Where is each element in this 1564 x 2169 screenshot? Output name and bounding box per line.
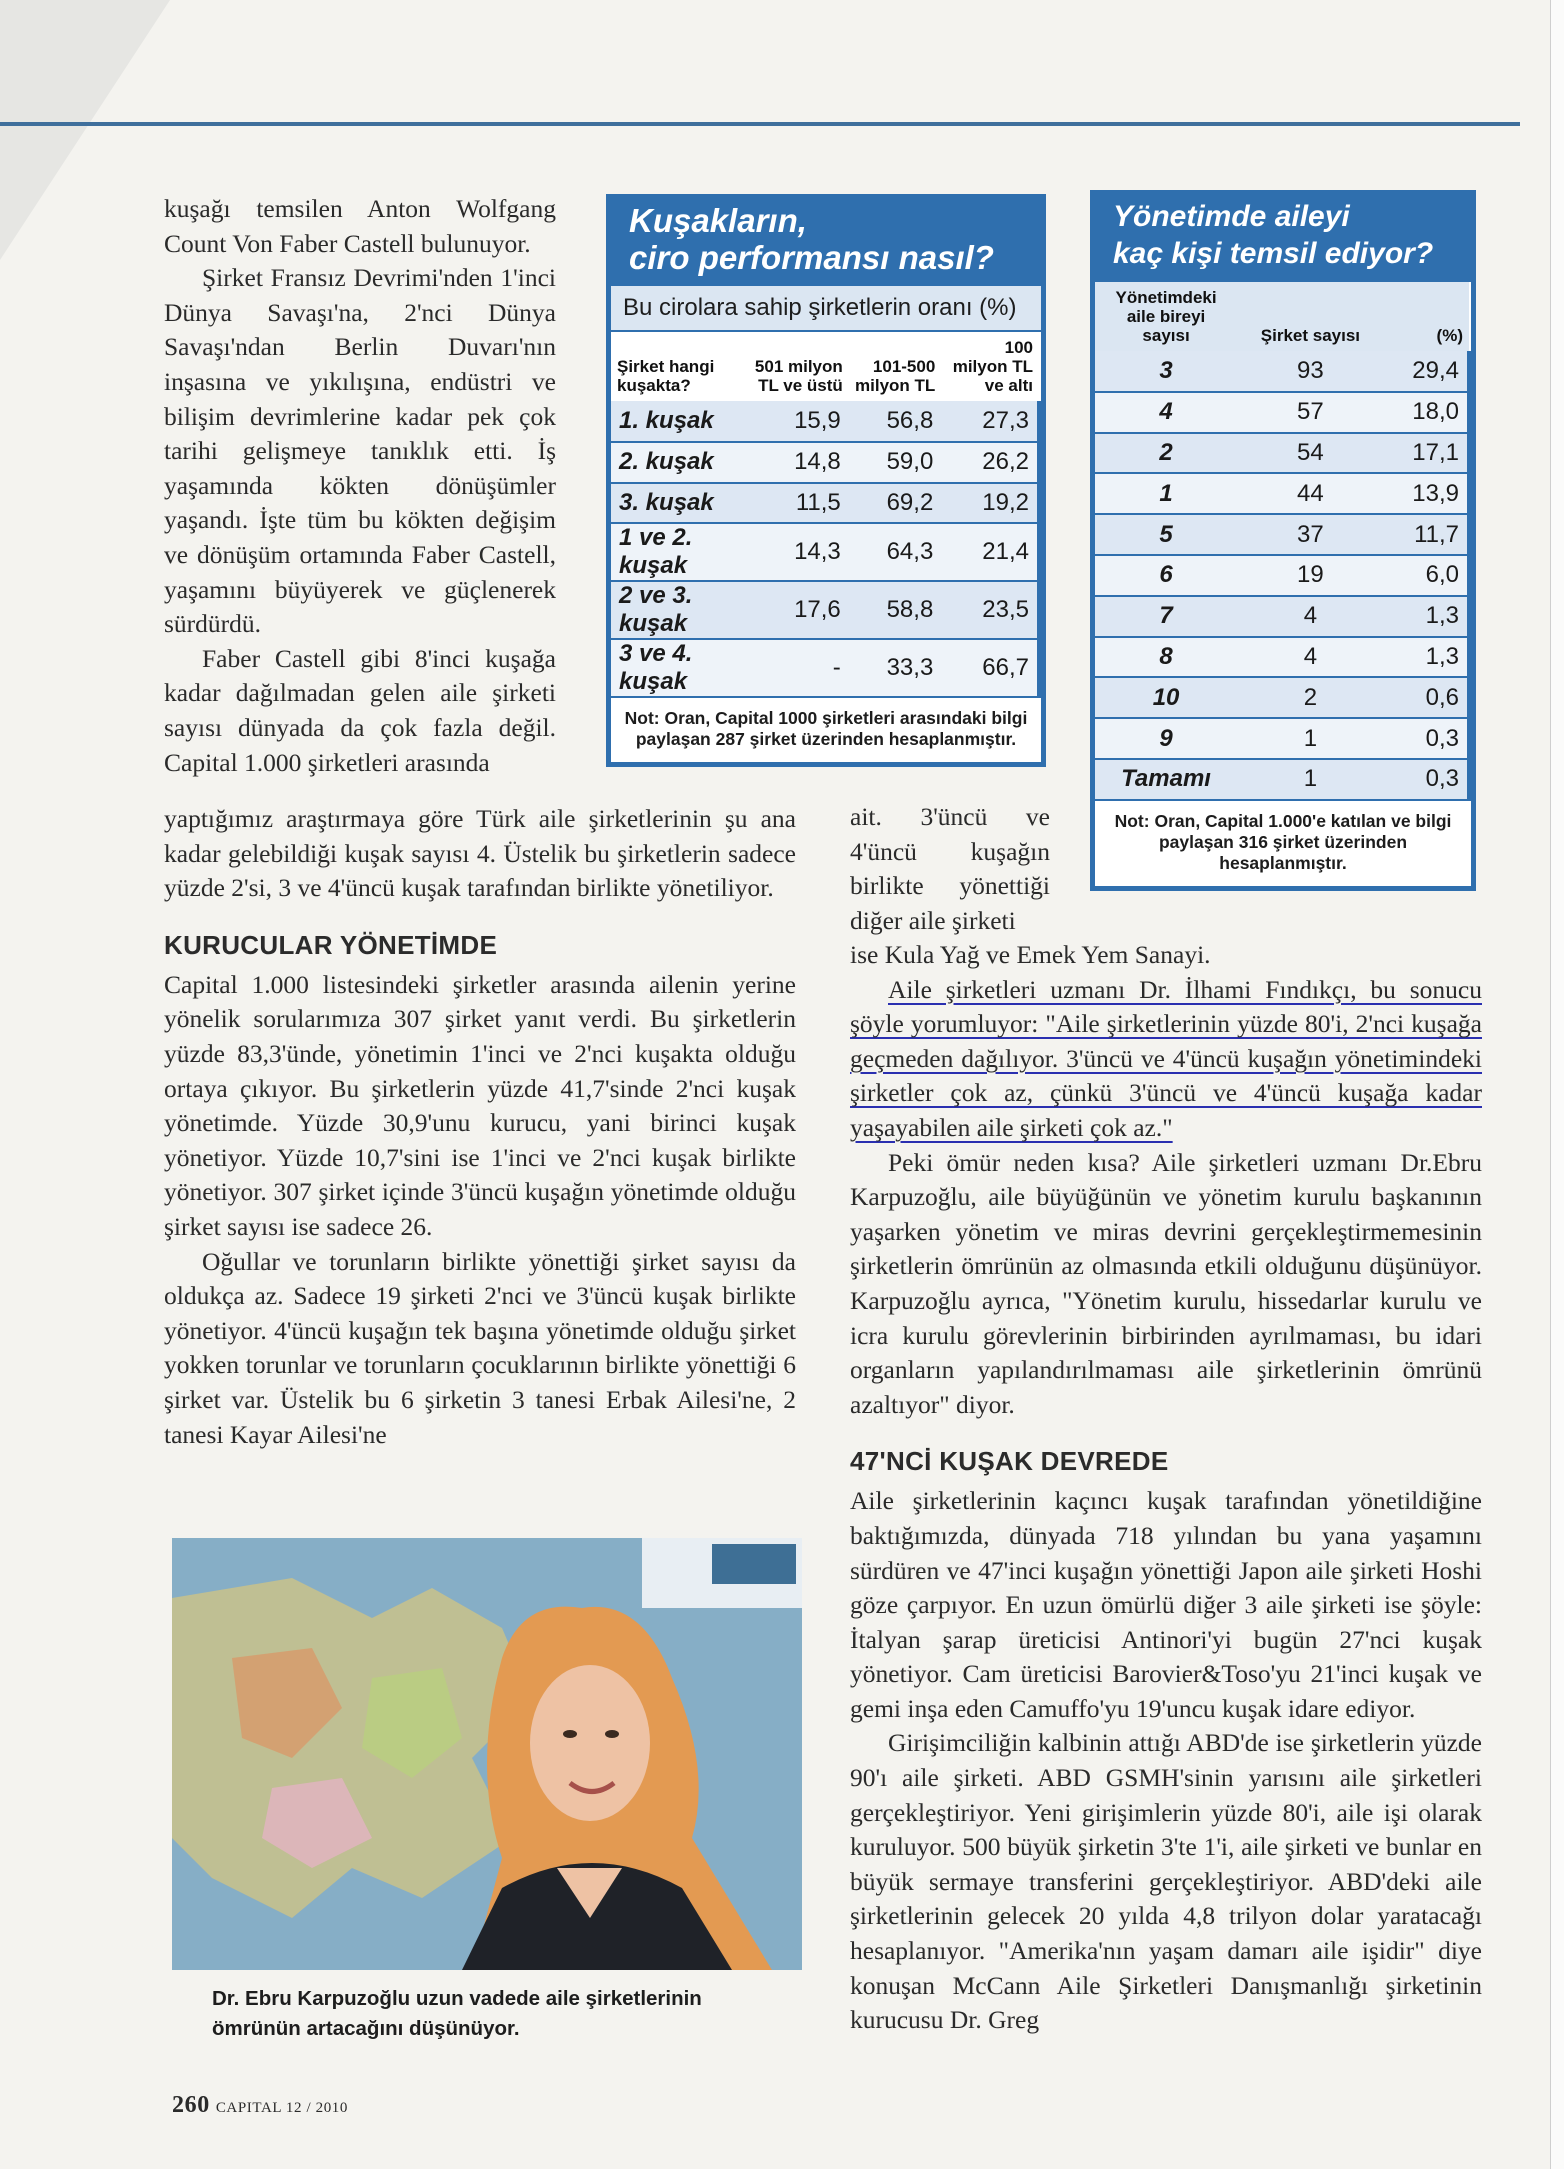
- table1-cell: 26,2: [941, 442, 1039, 483]
- table2-grid: [1095, 282, 1471, 801]
- table1-cell: 11,5: [748, 483, 849, 524]
- table1-row: [611, 639, 1039, 697]
- left-column-top: [164, 192, 556, 780]
- table2-cell: 13,9: [1384, 473, 1469, 514]
- table1-cell: 69,2: [849, 483, 942, 524]
- table2-cell: 0,3: [1384, 718, 1469, 759]
- left-column-main: [164, 802, 796, 1452]
- right-paragraph-4: Aile şirketlerinin kaçıncı kuşak tarafından yönetildiğine baktığımızda, dünyada 718 yılından bu yana yaşamını sürdüren ve 47'inci kuşağın yönettiği Japon aile şirketi Hoshi göze çarpıyor. En uzun ömürlü diğer 3 aile şirketi ise şöyle: İtalyan şarap üreticisi Antinori'yi bugün 27'nci kuşak yönetiyor. Cam üreticisi Barovier&Toso'yu 21'inci kuşak ve gemi inşa eden Camuffo'yu 19'uncu kuşak idare ediyor.: [850, 1486, 1482, 1723]
- table1-header-generation: Şirket hangi kuşakta?: [617, 357, 715, 395]
- table2-cell: 17,1: [1384, 433, 1469, 474]
- table-ciro-performance: [606, 194, 1046, 767]
- right-paragraph-5: Girişimciliğin kalbinin attığı ABD'de ise şirketlerin yüzde 90'ı aile şirketi. ABD GSMH'sinin yarısını aile şirketleri gerçekleştiriyor. Yeni girişimlerin yüzde 80'i, aile işi olarak kuruluyor. 500 büyük şirketin 3'te 1'i, aile şirketi ve bunlar en büyük sermaye transferini gerçekleştiriyor. ABD'deki aile şirketlerinin gelecek 20 yılda 4,8 trilyon dolar yaratacağı hesaplanıyor. "Amerika'nın yaşam damarı aile işidir" diye konuşan McCann Aile Şirketleri Danışmanlığı şirketinin kurucusu Dr. Greg: [850, 1728, 1482, 2035]
- table2-cell: 0,6: [1384, 677, 1469, 718]
- portrait-illustration: [172, 1538, 802, 1970]
- right-paragraph-1a: ait. 3'üncü ve 4'üncü kuşağın birlikte yönettiği diğer aile şirketi: [850, 802, 1050, 935]
- table1-cell: 59,0: [849, 442, 942, 483]
- table1-cell: 2. kuşak: [611, 442, 748, 483]
- table2-row: [1095, 555, 1469, 596]
- table2-cell: 19: [1237, 555, 1384, 596]
- table1-header-100: 100 milyon TL ve altı: [952, 338, 1033, 395]
- table1-row: [611, 483, 1039, 524]
- table2-title-line1: Yönetimde aileyi: [1113, 200, 1350, 233]
- table2-row: [1095, 718, 1469, 759]
- table2-cell: 6,0: [1384, 555, 1469, 596]
- table2-note: [1095, 801, 1471, 886]
- table2-cell: 37: [1237, 514, 1384, 555]
- table2-cell: 0,3: [1384, 759, 1469, 800]
- table2-cell: 1: [1237, 759, 1384, 800]
- table2-row: [1095, 473, 1469, 514]
- table2-cell: 10: [1095, 677, 1237, 718]
- table2-cell: 54: [1237, 433, 1384, 474]
- table2-cell: 93: [1237, 351, 1384, 392]
- table1-title-line1: Kuşakların,: [629, 202, 807, 239]
- table2-row: [1095, 433, 1469, 474]
- folio-magazine: CAPITAL 12 / 2010: [215, 2100, 349, 2116]
- table1-cell: 1 ve 2. kuşak: [611, 523, 748, 581]
- table-family-representatives: [1090, 190, 1476, 891]
- right-paragraph-3: Peki ömür neden kısa? Aile şirketleri uzmanı Dr.Ebru Karpuzoğlu, aile büyüğünün ve yönetim kurulu başkanının yaşarken yönetim ve miras devrini gerçekleştirmemesinin şirketlerin ömrünün az olmasında etkili olduğunu düşünüyor. Karpuzoğlu ayrıca, "Yönetim kurulu, hissedarlar kurulu ve icra kurulu görevlerinin birbirinden ayrılmaması, bu idari organların yapılandırılmaması aile şirketlerinin ömrünü azaltıyor" diyor.: [850, 1147, 1482, 1419]
- left-paragraph-5: Oğullar ve torunların birlikte yönettiği şirket sayısı da oldukça az. Sadece 19 şirketi 2'nci ve 3'üncü kuşak birlikte yönetiyor. 4'üncü kuşağın tek başına yönetimde olduğu şirket yokken torunlar ve torunların çocuklarının birlikte yönettiği 6 şirket var. Üstelik bu 6 şirketin 3 tanesi Erbak Ailesi'ne, 2 tanesi Kayar Ailesi'ne: [164, 1246, 796, 1449]
- table2-cell: 1: [1095, 473, 1237, 514]
- right-column-narrow: [850, 800, 1050, 938]
- table1-cell: 27,3: [941, 401, 1039, 442]
- page-folio: [172, 2092, 348, 2119]
- section-heading-kurucular: KURUCULAR YÖNETİMDE: [164, 929, 498, 960]
- table2-cell: 4: [1237, 596, 1384, 637]
- table1-row: [611, 442, 1039, 483]
- table2-cell: 7: [1095, 596, 1237, 637]
- left-paragraph-1: kuşağı temsilen Anton Wolfgang Count Von Faber Castell bulunuyor.: [164, 194, 556, 258]
- table2-cell: 29,4: [1384, 351, 1469, 392]
- table2-row: [1095, 514, 1469, 555]
- table1-subtitle: Bu cirolara sahip şirketlerin oranı (%): [611, 286, 1041, 332]
- table2-row: [1095, 392, 1469, 433]
- table2-header-count: Şirket sayısı: [1260, 326, 1361, 345]
- header-rule: [0, 122, 1520, 126]
- table2-row: [1095, 351, 1469, 392]
- table1-note: [611, 698, 1041, 762]
- photo-caption: Dr. Ebru Karpuzoğlu uzun vadede aile şirketlerinin ömrünün artacağını düşünüyor.: [212, 1987, 702, 2040]
- table1-header-101-500: 101-500 milyon TL: [855, 357, 936, 395]
- table1-cell: 66,7: [941, 639, 1039, 697]
- table2-row: [1095, 759, 1469, 800]
- table2-cell: 8: [1095, 637, 1237, 678]
- table1-cell: 21,4: [941, 523, 1039, 581]
- table2-cell: 5: [1095, 514, 1237, 555]
- page-corner-shade: [0, 0, 170, 260]
- table1-cell: 15,9: [748, 401, 849, 442]
- table1-cell: 3 ve 4. kuşak: [611, 639, 748, 697]
- table1-note-text: Oran, Capital 1000 şirketleri arasındaki bilgi paylaşan 287 şirket üzerinden hesaplanmıştır.: [635, 708, 1028, 750]
- table2-cell: 4: [1237, 637, 1384, 678]
- right-paragraph-2-quote: Aile şirketleri uzmanı Dr. İlhami Fındıkçı, bu sonucu şöyle yorumluyor: "Aile şirketlerinin yüzde 80'i, 2'nci kuşağa geçmeden dağılıyor. 3'üncü ve 4'üncü kuşağın yönetimindeki şirketler çok az, çünkü 3'üncü ve 4'üncü kuşağa kadar yaşayabilen aile şirketi çok az.": [850, 974, 1482, 1142]
- table1-grid: [611, 332, 1041, 698]
- section-heading-47nci: 47'NCİ KUŞAK DEVREDE: [850, 1446, 1169, 1477]
- page-edge: [1550, 0, 1564, 2169]
- table2-cell: 2: [1237, 677, 1384, 718]
- table1-header-501: 501 milyon TL ve üstü: [754, 357, 843, 395]
- table2-cell: 18,0: [1384, 392, 1469, 433]
- table2-cell: 1,3: [1384, 637, 1469, 678]
- table1-cell: 33,3: [849, 639, 942, 697]
- table2-row: [1095, 637, 1469, 678]
- table1-row: [611, 581, 1039, 639]
- table1-cell: 56,8: [849, 401, 942, 442]
- table2-cell: 1,3: [1384, 596, 1469, 637]
- left-paragraph-3-cont: yaptığımız araştırmaya göre Türk aile şirketlerinin şu ana kadar gelebildiği kuşak sayısı 4. Üstelik bu şirketlerin sadece yüzde 2'si, 3 ve 4'üncü kuşak tarafından birlikte yönetiliyor.: [164, 804, 796, 903]
- table1-title-line2: ciro performansı nasıl?: [629, 239, 994, 276]
- table1-cell: 14,8: [748, 442, 849, 483]
- table2-cell: 11,7: [1384, 514, 1469, 555]
- left-paragraph-2: Şirket Fransız Devrimi'nden 1'inci Dünya Savaşı'na, 2'nci Dünya Savaşı'ndan Berlin Duvarı'nın inşasına ve yıkılışına, endüstri ve bilişim devrimlerine kadar pek çok tarihi gelişmeye tanıklık etti. İş yaşamında kökten dönüşümler yaşandı. İşte tüm bu kökten değişim ve dönüşüm ortamında Faber Castell, yaşamını büyüyerek ve güçlenerek sürdürdü.: [164, 263, 556, 639]
- table2-cell: 1: [1237, 718, 1384, 759]
- table2-note-text: Oran, Capital 1.000'e katılan ve bilgi paylaşan 316 şirket üzerinden hesaplanmıştır.: [1154, 810, 1452, 873]
- table1-cell: 14,3: [748, 523, 849, 581]
- table1-row: [611, 401, 1039, 442]
- table1-cell: 1. kuşak: [611, 401, 748, 442]
- table1-cell: 19,2: [941, 483, 1039, 524]
- table1-note-label: Not:: [624, 708, 660, 729]
- table1-cell: 58,8: [849, 581, 942, 639]
- table2-title-line2: kaç kişi temsil ediyor?: [1113, 237, 1434, 270]
- table2-header-percent: (%): [1436, 326, 1463, 345]
- table1-cell: 17,6: [748, 581, 849, 639]
- table2-title: [1095, 190, 1471, 282]
- table2-cell: 4: [1095, 392, 1237, 433]
- left-paragraph-3: Faber Castell gibi 8'inci kuşağa kadar dağılmadan gelen aile şirketi sayısı dünyada da çok fazla değil. Capital 1.000 şirketleri arasında: [164, 643, 556, 777]
- table1-cell: 23,5: [941, 581, 1039, 639]
- table1-cell: -: [748, 639, 849, 697]
- table1-cell: 2 ve 3. kuşak: [611, 581, 748, 639]
- table2-header-members: Yönetimdeki aile bireyi sayısı: [1115, 288, 1217, 345]
- table1-title: [611, 194, 1041, 286]
- table2-row: [1095, 677, 1469, 718]
- table1-cell: 3. kuşak: [611, 483, 748, 524]
- table2-cell: 2: [1095, 433, 1237, 474]
- table2-cell: 6: [1095, 555, 1237, 596]
- right-column-main: [850, 938, 1482, 2038]
- table1-row: [611, 523, 1039, 581]
- right-paragraph-1b: ise Kula Yağ ve Emek Yem Sanayi.: [850, 940, 1211, 969]
- table2-cell: 44: [1237, 473, 1384, 514]
- table1-cell: 64,3: [849, 523, 942, 581]
- table2-row: [1095, 596, 1469, 637]
- left-paragraph-4: Capital 1.000 listesindeki şirketler arasında ailenin yerine yönelik sorularımıza 307 şirket yanıt verdi. Bu şirketlerin yüzde 83,3'ünde, yönetimin 1'inci ve 2'nci kuşakta olduğu ortaya çıkıyor. Bu şirketlerin yüzde 41,7'sinde 2'nci kuşak yönetimde. Yüzde 30,9'unu kurucu, yani birinci kuşak yönetiyor. Yüzde 10,7'sini ise 1'inci ve 2'nci kuşak birlikte yönetiyor. 307 şirket içinde 3'üncü kuşağın yönetimde olduğu şirket sayısı ise sadece 26.: [164, 969, 796, 1241]
- folio-number: 260: [172, 2092, 210, 2118]
- table2-cell: Tamamı: [1095, 759, 1237, 800]
- table2-cell: 9: [1095, 718, 1237, 759]
- table2-note-label: Not:: [1114, 810, 1150, 831]
- portrait-photo: [172, 1538, 802, 1970]
- table2-cell: 57: [1237, 392, 1384, 433]
- table2-cell: 3: [1095, 351, 1237, 392]
